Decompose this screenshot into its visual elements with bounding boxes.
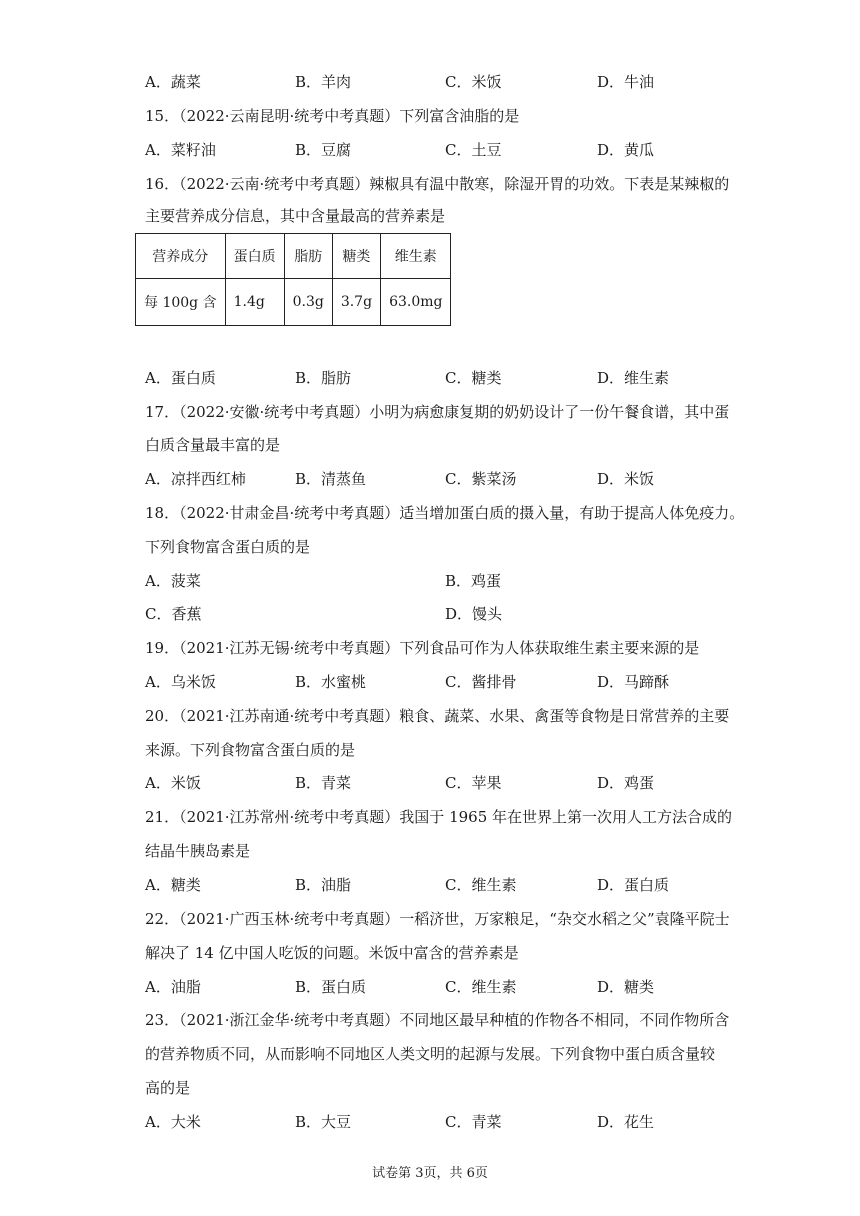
q16-stem-line-2: 主要营养成分信息，其中含量最高的营养素是	[145, 207, 446, 225]
nutrition-data-cell: 63.0mg	[381, 279, 451, 326]
q18-option-d: D．馒头	[445, 605, 503, 623]
q22-option-a: A．油脂	[145, 978, 201, 996]
q23-stem-line-2: 的营养物质不同，从而影响不同地区人类文明的起源与发展。下列食物中蛋白质含量较	[145, 1045, 716, 1063]
nutrition-table	[135, 233, 451, 326]
q17-option-c: C．紫菜汤	[445, 470, 517, 488]
q23-options	[145, 1112, 745, 1132]
q22-option-b: B．蛋白质	[295, 978, 367, 996]
q14-option-d: D．牛油	[597, 73, 655, 91]
q14-option-c: C．米饭	[445, 73, 502, 91]
q17-stem-line-1: 17．（2022·安徽·统考中考真题）小明为病愈康复期的奶奶设计了一份午餐食谱，其中蛋	[145, 403, 730, 421]
nutrition-data-cell: 0.3g	[284, 279, 332, 326]
q14-option-a: A．蔬菜	[145, 73, 201, 91]
q19-stem: 19．（2021·江苏无锡·统考中考真题）下列食品可作为人体获取维生素主要来源的是	[145, 639, 700, 657]
q21-stem-line-2: 结晶牛胰岛素是	[145, 842, 251, 860]
nutrition-header-cell: 蛋白质	[225, 234, 284, 279]
q19-option-a: A．乌米饭	[145, 673, 216, 691]
q22-stem-line-1: 22．（2021·广西玉林·统考中考真题）一稻济世，万家粮足，“杂交水稻之父”袁隆平院士	[145, 910, 730, 928]
nutrition-header-cell: 糖类	[332, 234, 380, 279]
q23-stem-line-3: 高的是	[145, 1079, 191, 1097]
q16-option-c: C．糖类	[445, 369, 502, 387]
q18-option-a: A．菠菜	[145, 572, 201, 590]
page-footer: 试卷第 3页，共 6页	[372, 1166, 488, 1181]
q22-stem-line-2: 解决了 14 亿中国人吃饭的问题。米饭中富含的营养素是	[145, 944, 519, 962]
q19-option-c: C．酱排骨	[445, 673, 517, 691]
q15-option-c: C．土豆	[445, 141, 502, 159]
q20-option-d: D．鸡蛋	[597, 774, 655, 792]
q23-option-a: A．大米	[145, 1113, 201, 1131]
q18-stem-line-1: 18．（2022·甘肃金昌·统考中考真题）适当增加蛋白质的摄入量，有助于提高人体免疫力。	[145, 504, 745, 522]
q16-option-b: B．脂肪	[295, 369, 352, 387]
q15-option-b: B．豆腐	[295, 141, 352, 159]
nutrition-data-cell: 每 100g 含	[136, 279, 226, 326]
q20-option-b: B．青菜	[295, 774, 352, 792]
q21-options	[145, 875, 745, 895]
nutrition-header-cell: 维生素	[381, 234, 451, 279]
q15-option-d: D．黄瓜	[597, 141, 655, 159]
q17-option-b: B．清蒸鱼	[295, 470, 367, 488]
q19-option-d: D．马蹄酥	[597, 673, 670, 691]
q16-option-d: D．维生素	[597, 369, 670, 387]
q18-options-row-1	[145, 571, 745, 591]
q18-options-row-2	[145, 604, 745, 624]
q16-option-a: A．蛋白质	[145, 369, 216, 387]
q19-option-b: B．水蜜桃	[295, 673, 367, 691]
q16-options	[145, 368, 745, 388]
q20-option-a: A．米饭	[145, 774, 201, 792]
q21-option-c: C．维生素	[445, 876, 517, 894]
q15-stem: 15．（2022·云南昆明·统考中考真题）下列富含油脂的是	[145, 107, 520, 125]
q23-stem-line-1: 23．（2021·浙江金华·统考中考真题）不同地区最早种植的作物各不相同，不同作物所含	[145, 1011, 730, 1029]
q15-option-a: A．菜籽油	[145, 141, 216, 159]
q21-option-b: B．油脂	[295, 876, 352, 894]
nutrition-table-header-row	[136, 234, 451, 279]
q18-stem-line-2: 下列食物富含蛋白质的是	[145, 538, 311, 556]
q22-option-d: D．糖类	[597, 978, 655, 996]
q22-options	[145, 977, 745, 997]
nutrition-header-cell: 脂肪	[284, 234, 332, 279]
nutrition-data-cell: 3.7g	[332, 279, 380, 326]
nutrition-header-cell: 营养成分	[136, 234, 226, 279]
q20-options	[145, 773, 745, 793]
nutrition-table-data-row	[136, 279, 451, 326]
q18-option-c: C．香蕉	[145, 605, 202, 623]
q23-option-c: C．青菜	[445, 1113, 502, 1131]
q20-option-c: C．苹果	[445, 774, 502, 792]
q18-option-b: B．鸡蛋	[445, 572, 502, 590]
q17-options	[145, 469, 745, 489]
q21-option-a: A．糖类	[145, 876, 201, 894]
q17-option-d: D．米饭	[597, 470, 655, 488]
q21-option-d: D．蛋白质	[597, 876, 670, 894]
q14-options	[145, 72, 745, 92]
q20-stem-line-1: 20．（2021·江苏南通·统考中考真题）粮食、蔬菜、水果、禽蛋等食物是日常营养的主要	[145, 707, 730, 725]
nutrition-data-cell: 1.4g	[225, 279, 284, 326]
q17-option-a: A．凉拌西红柿	[145, 470, 246, 488]
q15-options	[145, 140, 745, 160]
q14-option-b: B．羊肉	[295, 73, 352, 91]
q20-stem-line-2: 来源。下列食物富含蛋白质的是	[145, 741, 356, 759]
q23-option-d: D．花生	[597, 1113, 655, 1131]
q16-stem-line-1: 16．（2022·云南·统考中考真题）辣椒具有温中散寒，除湿开胃的功效。下表是某辣椒的	[145, 175, 730, 193]
q17-stem-line-2: 白质含量最丰富的是	[145, 436, 281, 454]
q23-option-b: B．大豆	[295, 1113, 352, 1131]
q19-options	[145, 672, 745, 692]
q22-option-c: C．维生素	[445, 978, 517, 996]
q21-stem-line-1: 21．（2021·江苏常州·统考中考真题）我国于 1965 年在世界上第一次用人工方法合成的	[145, 808, 733, 826]
